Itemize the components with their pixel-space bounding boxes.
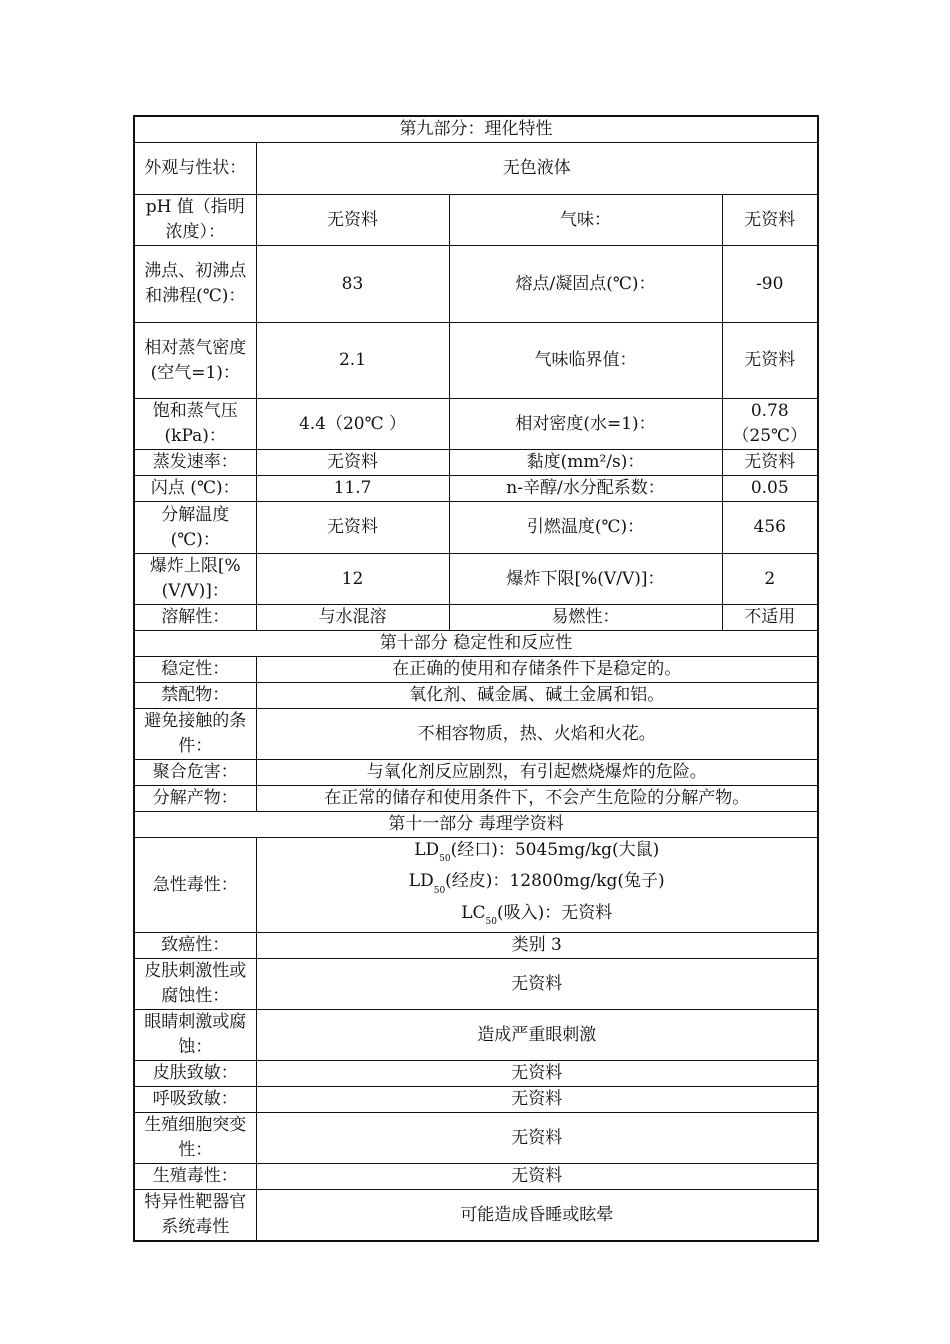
section11-title: 第十一部分 毒理学资料: [134, 812, 818, 838]
relative-density-label: 相对密度(水=1)：: [449, 399, 722, 450]
resp-sens-value: 无资料: [256, 1087, 818, 1113]
decomp-temp-label: 分解温度(℃)：: [134, 502, 256, 554]
carcinogenicity-value: 类别 3: [256, 933, 818, 959]
viscosity-value: 无资料: [722, 450, 818, 476]
solubility-label: 溶解性：: [134, 605, 256, 631]
appearance-value: 无色液体: [256, 143, 818, 195]
boiling-value: 83: [256, 246, 449, 323]
acute-line-dermal-text: (经皮)：12800mg/kg(兔子): [445, 871, 665, 892]
germ-cell-value: 无资料: [256, 1113, 818, 1164]
lower-limit-value: 2: [722, 554, 818, 605]
upper-limit-value: 12: [256, 554, 449, 605]
autoignition-value: 456: [722, 502, 818, 554]
vapor-density-value: 2.1: [256, 323, 449, 399]
skin-sens-label: 皮肤致敏：: [134, 1061, 256, 1087]
avoid-label: 避免接触的条件：: [134, 709, 256, 760]
partition-label: n-辛醇/水分配系数：: [449, 476, 722, 502]
ph-value: 无资料: [256, 195, 449, 246]
acute-line-inhal-text: (吸入)：无资料: [496, 902, 613, 923]
evaporation-value: 无资料: [256, 450, 449, 476]
acute-line-oral-sub: 50: [439, 854, 451, 865]
flash-value: 11.7: [256, 476, 449, 502]
acute-line-dermal: [260, 869, 815, 900]
odor-threshold-value: 无资料: [722, 323, 818, 399]
carcinogenicity-label: 致癌性：: [134, 933, 256, 959]
repro-label: 生殖毒性：: [134, 1164, 256, 1190]
vapor-pressure-label: 饱和蒸气压(kPa)：: [134, 399, 256, 450]
skin-sens-value: 无资料: [256, 1061, 818, 1087]
flammability-value: 不适用: [722, 605, 818, 631]
acute-line-inhal-sub: 50: [485, 917, 497, 928]
stot-value: 可能造成昏睡或眩晕: [256, 1190, 818, 1242]
viscosity-label: 黏度(mm²/s)：: [449, 450, 722, 476]
section9-title: 第九部分：理化特性: [134, 116, 818, 143]
vapor-density-label: 相对蒸气密度(空气=1)：: [134, 323, 256, 399]
stability-label: 稳定性：: [134, 657, 256, 683]
odor-threshold-label: 气味临界值：: [449, 323, 722, 399]
sds-table: [133, 115, 819, 1242]
skin-irritation-label: 皮肤刺激性或腐蚀性：: [134, 959, 256, 1010]
upper-limit-label: 爆炸上限[%(V/V)]：: [134, 554, 256, 605]
acute-line-inhal-prefix: LC: [461, 902, 486, 923]
partition-value: 0.05: [722, 476, 818, 502]
odor-label: 气味：: [449, 195, 722, 246]
lower-limit-label: 爆炸下限[%(V/V)]：: [449, 554, 722, 605]
polymer-value: 与氧化剂反应剧烈，有引起燃烧爆炸的危险。: [256, 760, 818, 786]
acute-line-oral-prefix: LD: [414, 840, 440, 860]
polymer-label: 聚合危害：: [134, 760, 256, 786]
flash-label: 闪点 (℃)：: [134, 476, 256, 502]
relative-density-value: 0.78（25℃）: [722, 399, 818, 450]
melting-label: 熔点/凝固点(℃)：: [449, 246, 722, 323]
vapor-pressure-value: 4.4（20℃ ）: [256, 399, 449, 450]
incompatible-label: 禁配物：: [134, 683, 256, 709]
autoignition-label: 引燃温度(℃)：: [449, 502, 722, 554]
appearance-label: 外观与性状：: [134, 143, 256, 195]
resp-sens-label: 呼吸致敏：: [134, 1087, 256, 1113]
acute-line-oral-text: (经口)：5045mg/kg(大鼠): [450, 840, 660, 860]
eye-irritation-label: 眼睛刺激或腐蚀：: [134, 1010, 256, 1061]
acute-line-dermal-sub: 50: [433, 885, 446, 896]
incompatible-value: 氧化剂、碱金属、碱土金属和铝。: [256, 683, 818, 709]
odor-value: 无资料: [722, 195, 818, 246]
ph-label: pH 值（指明浓度）：: [134, 195, 256, 246]
stability-value: 在正确的使用和存储条件下是稳定的。: [256, 657, 818, 683]
acute-label: 急性毒性：: [134, 838, 256, 933]
decomp-value: 在正常的储存和使用条件下，不会产生危险的分解产物。: [256, 786, 818, 812]
skin-irritation-value: 无资料: [256, 959, 818, 1010]
eye-irritation-value: 造成严重眼刺激: [256, 1010, 818, 1061]
acute-line-oral: [260, 838, 815, 869]
acute-line-inhal: [260, 901, 815, 932]
decomp-label: 分解产物：: [134, 786, 256, 812]
stot-label: 特异性靶器官系统毒性: [134, 1190, 256, 1242]
boiling-label: 沸点、初沸点和沸程(℃)：: [134, 246, 256, 323]
solubility-value: 与水混溶: [256, 605, 449, 631]
evaporation-label: 蒸发速率：: [134, 450, 256, 476]
germ-cell-label: 生殖细胞突变性：: [134, 1113, 256, 1164]
acute-value: [256, 838, 818, 933]
decomp-temp-value: 无资料: [256, 502, 449, 554]
section10-title: 第十部分 稳定性和反应性: [134, 631, 818, 657]
melting-value: -90: [722, 246, 818, 323]
repro-value: 无资料: [256, 1164, 818, 1190]
flammability-label: 易燃性：: [449, 605, 722, 631]
acute-line-dermal-prefix: LD: [408, 871, 434, 892]
avoid-value: 不相容物质，热、火焰和火花。: [256, 709, 818, 760]
